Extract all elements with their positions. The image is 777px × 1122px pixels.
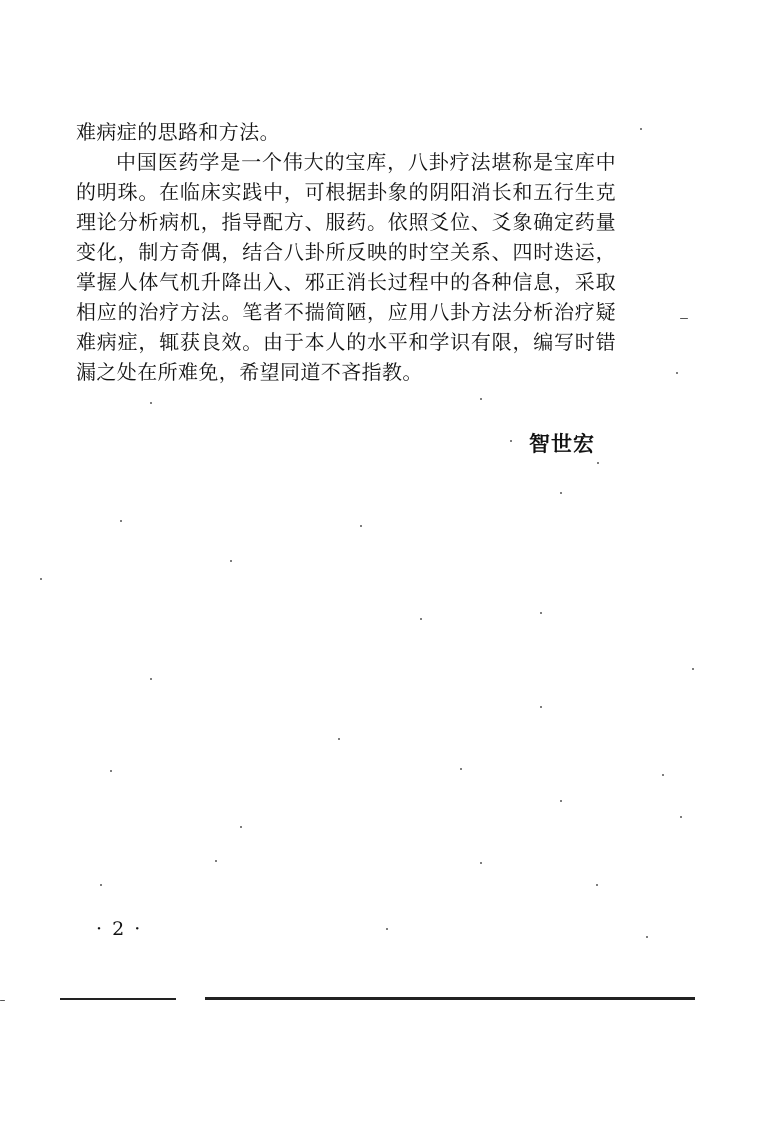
scan-speck: [0, 1000, 5, 1001]
scan-speck: [692, 668, 694, 670]
scan-speck: [676, 372, 678, 374]
scan-speck: [680, 318, 688, 319]
footer-rule-left: [60, 998, 176, 1000]
scan-speck: [338, 738, 340, 740]
scan-speck: [640, 128, 642, 130]
scan-speck: [460, 768, 462, 770]
scan-speck: [596, 884, 598, 886]
scan-speck: [110, 770, 112, 772]
scan-speck: [560, 492, 562, 494]
scan-speck: [215, 860, 217, 862]
scan-speck: [662, 774, 664, 776]
scan-speck: [150, 402, 152, 404]
scan-speck: [480, 862, 482, 864]
scan-speck: [150, 678, 152, 680]
page-number: · 2 ·: [96, 918, 143, 940]
paragraph-main: 中国医药学是一个伟大的宝库，八卦疗法堪称是宝库中的明珠。在临床实践中，可根据卦象的阴阳消长和五行生克理论分析病机，指导配方、服药。依照爻位、爻象确定药量变化，制方奇偶，结合八卦所反映的时空关系、四时迭运，掌握人体气机升降出入、邪正消长过程中的各种信息，采取相应的治疗方法。笔者不揣简陋，应用八卦方法分析治疗疑难病症，辄获良效。由于本人的水平和学识有限，编写时错漏之处在所难免，希望同道不吝指教。: [76, 150, 616, 384]
scan-speck: [240, 826, 242, 828]
scan-speck: [646, 936, 648, 938]
scan-speck: [480, 398, 482, 400]
scan-speck: [540, 612, 542, 614]
scan-speck: [560, 800, 562, 802]
scan-speck: [120, 520, 122, 522]
body-text: [76, 117, 616, 387]
scan-speck: [420, 618, 422, 620]
scan-speck: [680, 816, 682, 818]
scan-speck: [230, 560, 232, 562]
scan-speck: [386, 928, 388, 930]
paragraph-continuation: 难病症的思路和方法。: [76, 120, 280, 144]
scan-speck: [540, 706, 542, 708]
scan-speck: [510, 440, 512, 442]
footer-rule-right: [205, 997, 695, 1000]
author-signature: 智世宏: [529, 431, 595, 456]
scan-speck: [360, 525, 362, 527]
scan-speck: [40, 578, 42, 580]
scan-speck: [597, 462, 599, 464]
scan-speck: [100, 884, 102, 886]
